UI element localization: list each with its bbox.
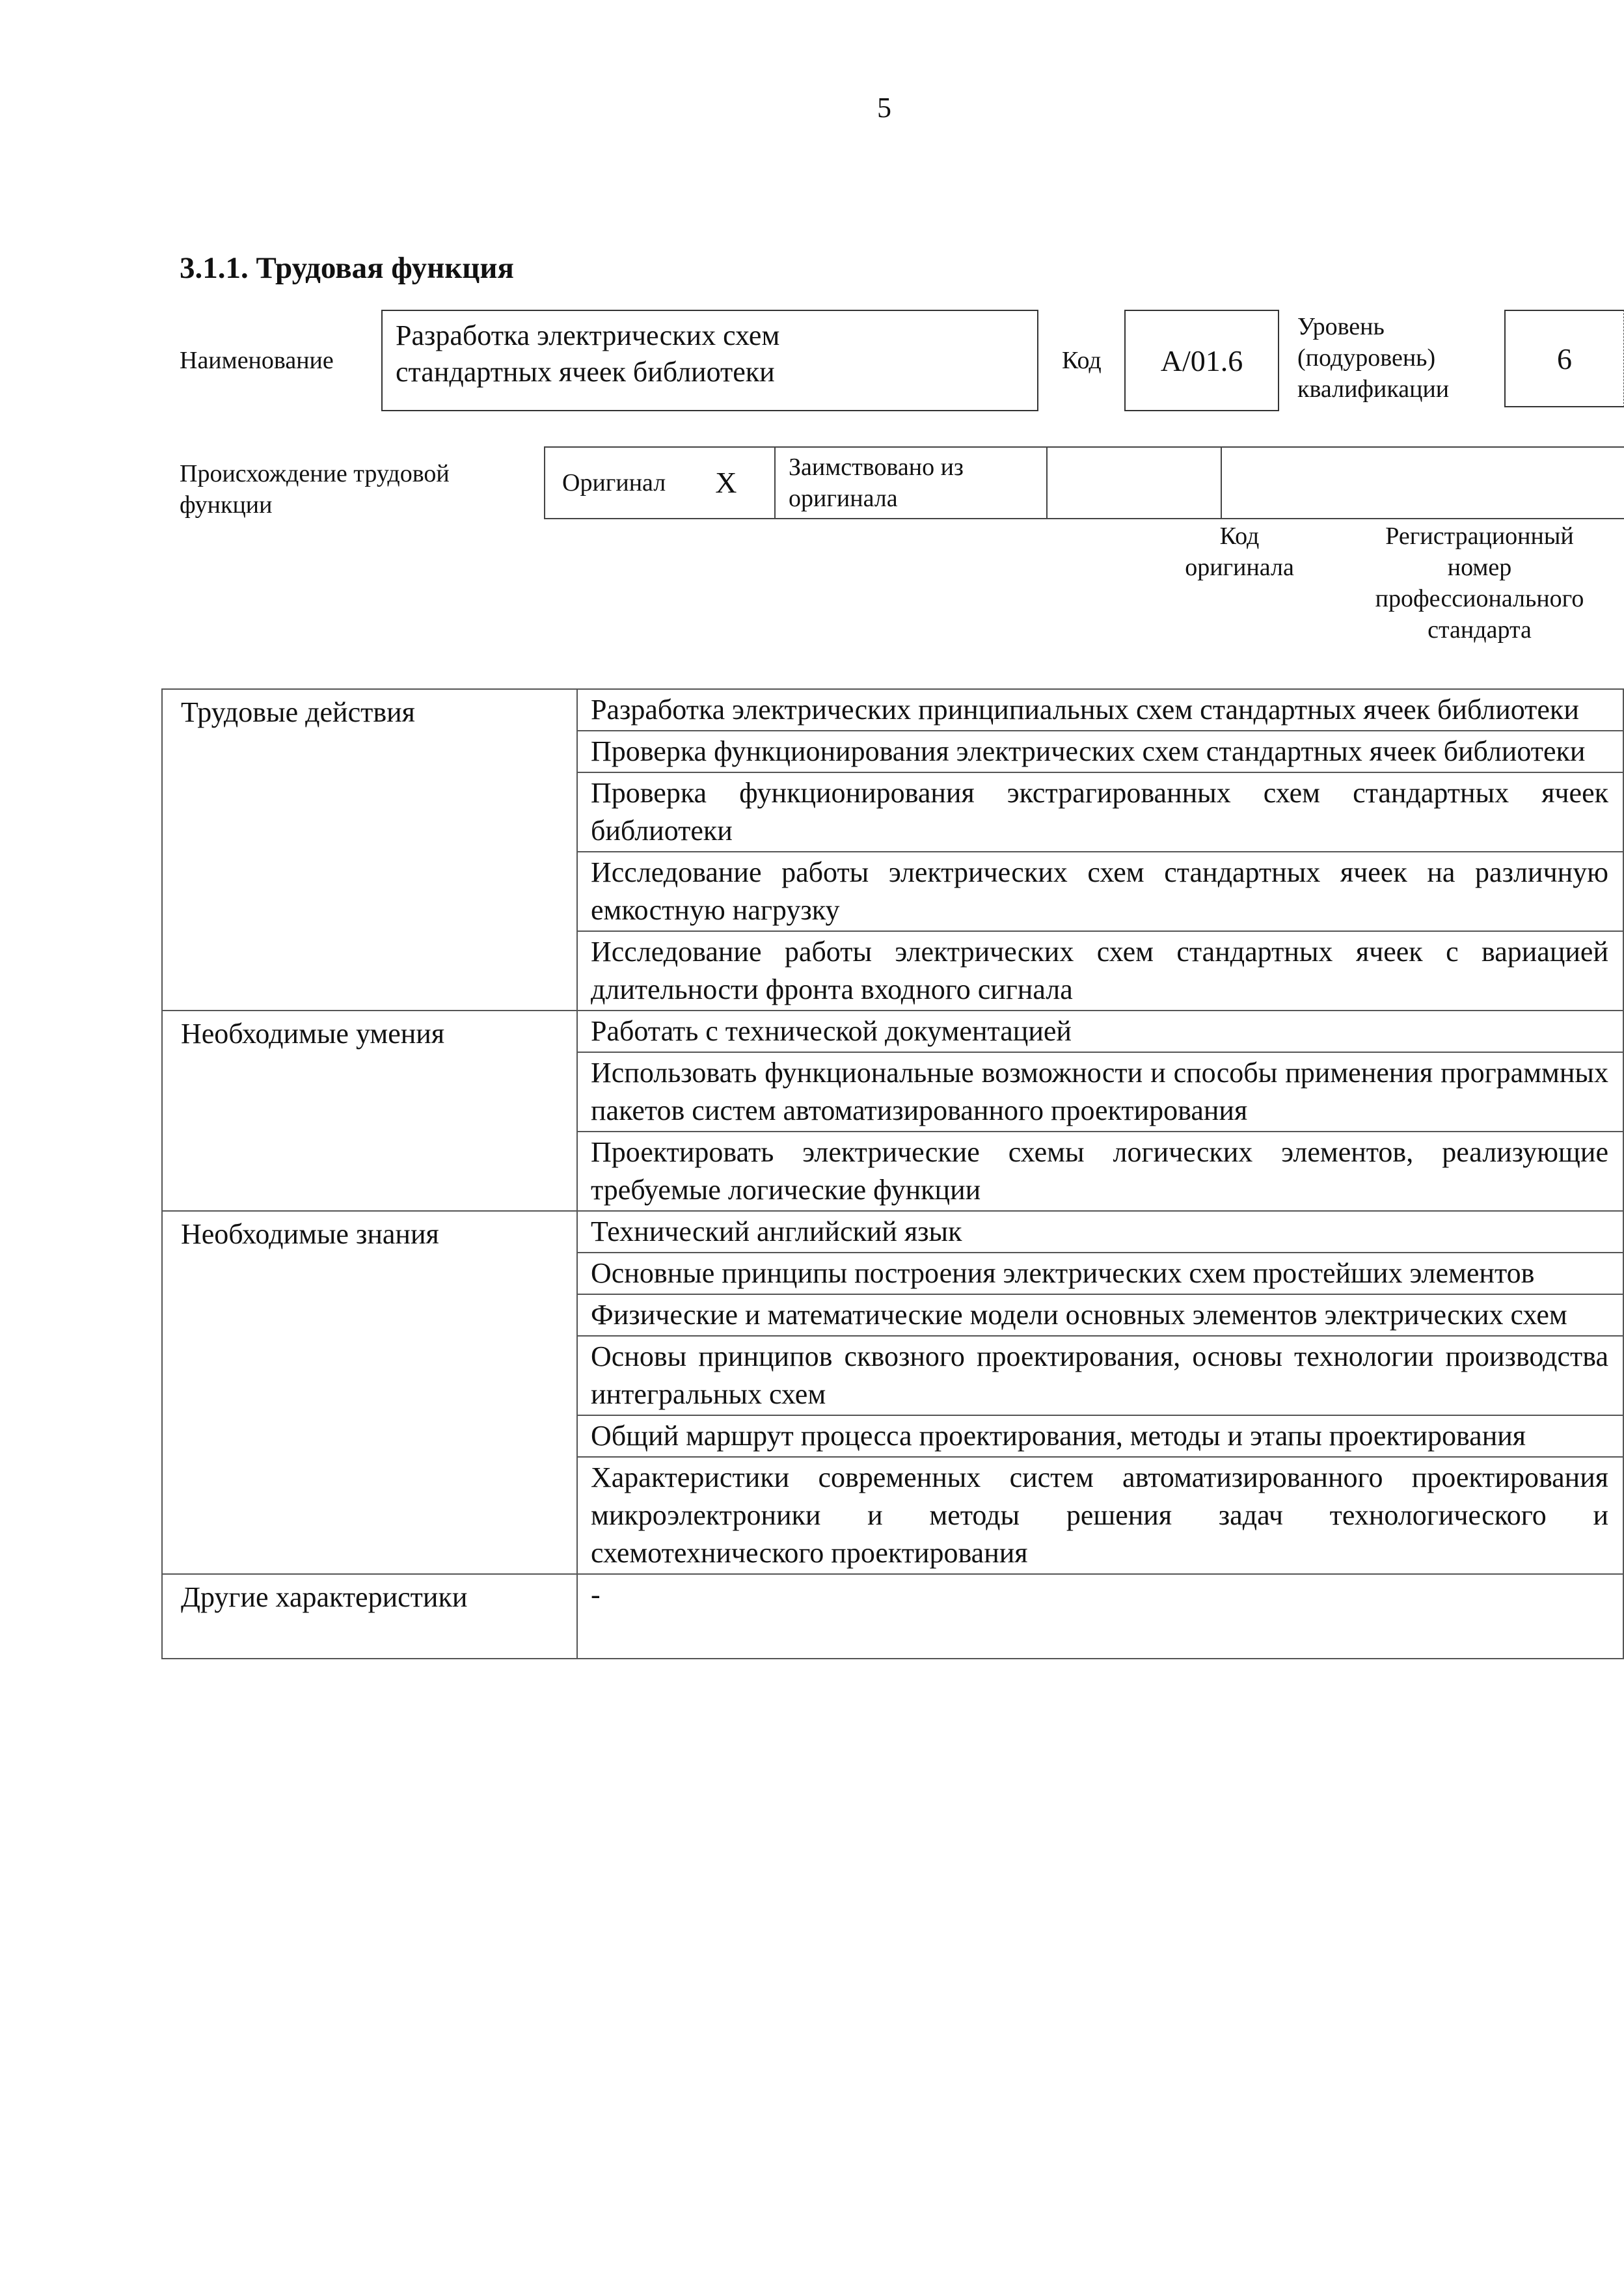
origin-label-line1: Происхождение трудовой (180, 460, 450, 487)
action-item: Исследование работы электрических схем стандартных ячеек с вариацией длительности фронта входного сигнала (577, 931, 1623, 1011)
caption-registration-number (1343, 521, 1616, 645)
table-row (162, 1574, 1623, 1659)
level-label-line3: квалификации (1297, 375, 1450, 403)
action-item: Проверка функционирования электрических схем стандартных ячеек библиотеки (577, 731, 1623, 772)
origin-label (180, 458, 518, 521)
section-title: 3.1.1. Трудовая функция (180, 251, 514, 285)
page-number: 5 (877, 92, 891, 124)
function-name-line2: стандартных ячеек библиотеки (396, 356, 775, 388)
original-mark: X (715, 466, 737, 499)
knowledge-item: Основы принципов сквозного проектирования, основы технологии производства интегральных схем (577, 1336, 1623, 1415)
other-value: - (577, 1574, 1623, 1659)
function-name-line1: Разработка электрических схем (396, 319, 780, 351)
skill-item: Использовать функциональные возможности и способы применения программных пакетов систем автоматизированного проектирования (577, 1052, 1623, 1132)
caption-reg-line1: Регистрационный (1385, 523, 1574, 550)
origin-code-cell (1048, 448, 1222, 518)
action-item: Исследование работы электрических схем стандартных ячеек на различную емкостную нагрузку (577, 852, 1623, 931)
function-details-table (161, 688, 1624, 1659)
function-name-box (381, 310, 1038, 411)
action-item: Разработка электрических принципиальных схем стандартных ячеек библиотеки (577, 689, 1623, 731)
level-label-line2: (подуровень) (1297, 344, 1436, 372)
table-row (162, 1011, 1623, 1052)
caption-code-line2: оригинала (1185, 554, 1294, 581)
origin-original-cell (545, 448, 776, 518)
category-knowledge: Необходимые знания (162, 1211, 577, 1574)
caption-code-line1: Код (1219, 523, 1260, 550)
knowledge-item: Общий маршрут процесса проектирования, методы и этапы проектирования (577, 1415, 1623, 1457)
original-label: Оригинал (562, 469, 666, 496)
category-skills: Необходимые умения (162, 1011, 577, 1211)
knowledge-item: Характеристики современных систем автоматизированного проектирования микроэлектроники и методы решения задач технологического и схемотехнического проектирования (577, 1457, 1623, 1574)
level-value: 6 (1504, 310, 1624, 407)
knowledge-item: Технический английский язык (577, 1211, 1623, 1253)
level-label (1297, 311, 1449, 405)
level-label-line1: Уровень (1297, 313, 1385, 340)
origin-reg-cell (1222, 448, 1624, 518)
category-other: Другие характеристики (162, 1574, 577, 1659)
code-value: A/01.6 (1124, 310, 1279, 411)
table-row (162, 1211, 1623, 1253)
knowledge-item: Физические и математические модели основных элементов электрических схем (577, 1294, 1623, 1336)
name-label: Наименование (180, 347, 334, 374)
caption-reg-line4: стандарта (1428, 616, 1532, 644)
caption-reg-line2: номер (1447, 554, 1512, 581)
borrowed-label: Заимствовано из оригинала (789, 454, 964, 512)
caption-reg-line3: профессионального (1375, 585, 1584, 612)
code-label: Код (1062, 347, 1102, 374)
skill-item: Проектировать электрические схемы логических элементов, реализующие требуемые логические функции (577, 1132, 1623, 1211)
origin-label-line2: функции (180, 491, 273, 519)
origin-borrowed-cell (776, 448, 1048, 518)
origin-table (544, 446, 1624, 519)
action-item: Проверка функционирования экстрагированных схем стандартных ячеек библиотеки (577, 772, 1623, 852)
caption-original-code (1171, 521, 1308, 583)
skill-item: Работать с технической документацией (577, 1011, 1623, 1052)
category-actions: Трудовые действия (162, 689, 577, 1011)
table-row (162, 689, 1623, 731)
knowledge-item: Основные принципы построения электрических схем простейших элементов (577, 1253, 1623, 1294)
